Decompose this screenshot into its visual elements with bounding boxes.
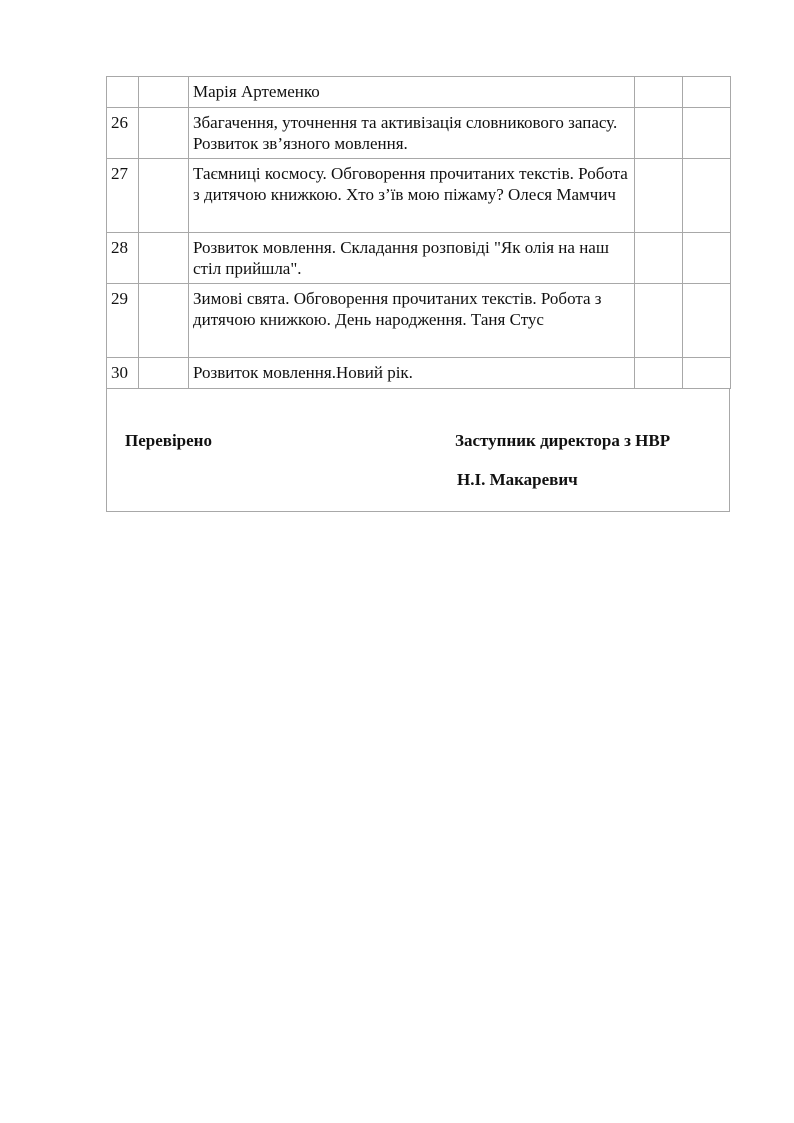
lesson-number: 29 xyxy=(107,284,139,358)
table-row xyxy=(107,108,731,159)
empty-cell xyxy=(683,284,731,358)
lesson-topic: Розвиток мовлення. Складання розповіді "Як олія на наш стіл прийшла". xyxy=(189,233,635,284)
empty-cell xyxy=(683,108,731,159)
empty-cell xyxy=(635,233,683,284)
signature-block xyxy=(106,388,730,512)
table-row xyxy=(107,358,731,389)
empty-cell xyxy=(683,159,731,233)
checked-label: Перевірено xyxy=(125,431,212,450)
lesson-number: 27 xyxy=(107,159,139,233)
table-row xyxy=(107,284,731,358)
lesson-date xyxy=(139,159,189,233)
lesson-plan-table xyxy=(106,76,731,389)
table-row xyxy=(107,233,731,284)
lesson-date xyxy=(139,77,189,108)
lesson-number: 26 xyxy=(107,108,139,159)
empty-cell xyxy=(635,77,683,108)
lesson-topic: Таємниці космосу. Обговорення прочитаних текстів. Робота з дитячою книжкою. Хто з’їв мою піжаму? Олеся Мамчич xyxy=(189,159,635,233)
empty-cell xyxy=(683,233,731,284)
lesson-number xyxy=(107,77,139,108)
lesson-number: 28 xyxy=(107,233,139,284)
table-row xyxy=(107,77,731,108)
empty-cell xyxy=(635,358,683,389)
lesson-topic: Зимові свята. Обговорення прочитаних текстів. Робота з дитячою книжкою. День народження. Таня Стус xyxy=(189,284,635,358)
empty-cell xyxy=(683,358,731,389)
empty-cell xyxy=(683,77,731,108)
signatory-name: Н.І. Макаревич xyxy=(457,470,578,489)
lesson-date xyxy=(139,284,189,358)
lesson-date xyxy=(139,233,189,284)
empty-cell xyxy=(635,108,683,159)
lesson-topic: Розвиток мовлення.Новий рік. xyxy=(189,358,635,389)
lesson-date xyxy=(139,108,189,159)
lesson-topic: Збагачення, уточнення та активізація словникового запасу. Розвиток зв’язного мовлення. xyxy=(189,108,635,159)
empty-cell xyxy=(635,159,683,233)
lesson-number: 30 xyxy=(107,358,139,389)
lesson-date xyxy=(139,358,189,389)
table-row xyxy=(107,159,731,233)
lesson-topic: Марія Артеменко xyxy=(189,77,635,108)
empty-cell xyxy=(635,284,683,358)
deputy-director-title: Заступник директора з НВР xyxy=(455,431,671,450)
